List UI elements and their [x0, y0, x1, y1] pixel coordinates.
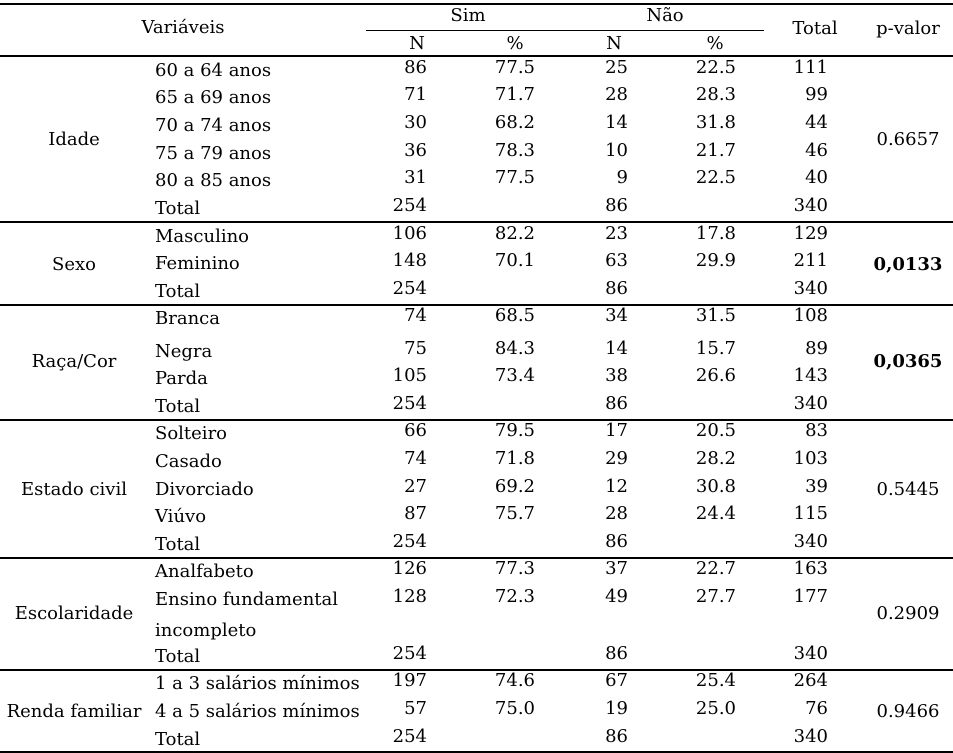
- cell-nao-n: 10: [605, 140, 628, 161]
- header-pvalue: p-valor: [876, 18, 940, 39]
- cell-nao-n: 49: [605, 586, 628, 607]
- cell-nao-pct: 27.7: [695, 586, 736, 607]
- cell-nao-pct: 29.9: [695, 250, 736, 271]
- cell-total: 46: [805, 140, 828, 161]
- cell-nao-n: 23: [605, 223, 628, 244]
- row-label: Feminino: [155, 253, 240, 274]
- group-label: Idade: [48, 129, 100, 150]
- cell-sim-n: 126: [392, 558, 427, 579]
- cell-sim-pct: 75.7: [494, 503, 535, 524]
- cell-sim-pct: 71.7: [494, 84, 535, 105]
- row-label: Total: [155, 534, 201, 555]
- cell-total: 340: [793, 393, 828, 414]
- group-pvalue: 0.6657: [876, 129, 940, 150]
- cell-nao-pct: 22.7: [695, 558, 736, 579]
- cell-total: 129: [793, 223, 828, 244]
- cell-total: 83: [805, 420, 828, 441]
- cell-nao-n: 86: [605, 531, 628, 552]
- cell-nao-n: 34: [605, 305, 628, 326]
- cell-sim-n: 254: [392, 278, 427, 299]
- cell-total: 89: [805, 338, 828, 359]
- cell-nao-n: 28: [605, 503, 628, 524]
- cell-sim-n: 106: [392, 223, 427, 244]
- cell-total: 115: [793, 503, 828, 524]
- row-label: Total: [155, 281, 201, 302]
- cell-sim-pct: 72.3: [494, 586, 535, 607]
- cell-sim-n: 57: [404, 698, 427, 719]
- cell-nao-pct: 22.5: [695, 167, 736, 188]
- group-pvalue: 0.9466: [876, 701, 940, 722]
- cell-nao-pct: 26.6: [695, 365, 736, 386]
- cell-sim-n: 254: [392, 531, 427, 552]
- cell-sim-n: 31: [404, 167, 427, 188]
- cell-sim-n: 86: [404, 57, 427, 78]
- header-sim: Sim: [450, 5, 486, 26]
- cell-total: 99: [805, 84, 828, 105]
- cell-sim-pct: 70.1: [494, 250, 535, 271]
- cell-total: 340: [793, 531, 828, 552]
- header-nao-pct: %: [706, 33, 724, 54]
- cell-sim-n: 197: [392, 670, 427, 691]
- group-label: Estado civil: [21, 479, 127, 500]
- cell-sim-pct: 68.5: [494, 305, 535, 326]
- cell-nao-pct: 15.7: [695, 338, 736, 359]
- cell-sim-pct: 78.3: [494, 140, 535, 161]
- cell-nao-pct: 25.4: [695, 670, 736, 691]
- cell-sim-pct: 71.8: [494, 448, 535, 469]
- cell-total: 264: [793, 670, 828, 691]
- cell-nao-pct: 17.8: [695, 223, 736, 244]
- cell-nao-n: 14: [605, 338, 628, 359]
- row-label: 65 a 69 anos: [155, 87, 272, 108]
- row-label: 60 a 64 anos: [155, 60, 272, 81]
- row-label: Total: [155, 646, 201, 667]
- cell-sim-pct: 68.2: [494, 112, 535, 133]
- row-label: 4 a 5 salários mínimos: [155, 701, 360, 722]
- cell-sim-n: 66: [404, 420, 427, 441]
- cell-total: 340: [793, 643, 828, 664]
- cell-nao-pct: 20.5: [695, 420, 736, 441]
- row-label: 70 a 74 anos: [155, 115, 272, 136]
- cell-total: 211: [793, 250, 828, 271]
- cell-nao-n: 86: [605, 643, 628, 664]
- row-label: Ensino fundamental: [155, 589, 339, 610]
- row-label: Total: [155, 729, 201, 750]
- header-nao: Não: [646, 5, 684, 26]
- cell-total: 40: [805, 167, 828, 188]
- header-nao-n: N: [606, 33, 622, 54]
- cell-sim-pct: 74.6: [494, 670, 535, 691]
- row-label: Analfabeto: [155, 561, 254, 582]
- cell-nao-n: 19: [605, 698, 628, 719]
- row-label-continued: incompleto: [155, 620, 257, 641]
- cell-nao-n: 9: [616, 167, 628, 188]
- cell-nao-n: 17: [605, 420, 628, 441]
- cell-sim-n: 36: [404, 140, 427, 161]
- group-label: Raça/Cor: [31, 351, 117, 372]
- cell-nao-n: 14: [605, 112, 628, 133]
- cell-nao-pct: 30.8: [695, 476, 736, 497]
- cell-total: 340: [793, 195, 828, 216]
- header-variables: Variáveis: [141, 17, 225, 38]
- cell-sim-n: 105: [392, 365, 427, 386]
- row-label: 80 a 85 anos: [155, 170, 272, 191]
- cell-sim-n: 254: [392, 195, 427, 216]
- cell-nao-pct: 21.7: [695, 140, 736, 161]
- cell-total: 108: [793, 305, 828, 326]
- row-label: Divorciado: [155, 479, 254, 500]
- header-sim-n: N: [409, 33, 425, 54]
- cell-nao-n: 86: [605, 195, 628, 216]
- cell-sim-n: 128: [392, 586, 427, 607]
- cell-sim-pct: 77.3: [494, 558, 535, 579]
- cell-nao-n: 28: [605, 84, 628, 105]
- cell-sim-n: 74: [404, 448, 427, 469]
- cell-total: 44: [805, 112, 828, 133]
- group-label: Renda familiar: [6, 701, 142, 722]
- cell-nao-n: 67: [605, 670, 628, 691]
- cell-sim-n: 254: [392, 643, 427, 664]
- cell-nao-n: 86: [605, 393, 628, 414]
- cell-sim-n: 75: [404, 338, 427, 359]
- cell-total: 340: [793, 726, 828, 747]
- cell-total: 163: [793, 558, 828, 579]
- cell-sim-pct: 77.5: [494, 57, 535, 78]
- top-rule: [0, 3, 953, 5]
- row-label: Viúvo: [155, 506, 207, 527]
- cell-sim-n: 254: [392, 726, 427, 747]
- cell-sim-pct: 84.3: [494, 338, 535, 359]
- row-label: Casado: [155, 451, 222, 472]
- row-label: Solteiro: [155, 423, 228, 444]
- cell-total: 103: [793, 448, 828, 469]
- header-subrule: [366, 30, 764, 31]
- cell-nao-n: 25: [605, 57, 628, 78]
- row-label: 75 a 79 anos: [155, 143, 272, 164]
- cell-sim-n: 30: [404, 112, 427, 133]
- cell-total: 111: [793, 57, 828, 78]
- group-pvalue: 0.5445: [876, 479, 940, 500]
- cell-nao-n: 86: [605, 726, 628, 747]
- cell-sim-n: 27: [404, 476, 427, 497]
- row-label: Total: [155, 198, 201, 219]
- group-pvalue: 0.2909: [876, 603, 940, 624]
- header-sim-pct: %: [506, 33, 524, 54]
- cell-nao-n: 86: [605, 278, 628, 299]
- row-label: Total: [155, 396, 201, 417]
- cell-nao-pct: 28.3: [695, 84, 736, 105]
- cell-nao-pct: 31.5: [695, 305, 736, 326]
- cell-sim-n: 148: [392, 250, 427, 271]
- row-label: Branca: [155, 308, 220, 329]
- cell-nao-n: 12: [605, 476, 628, 497]
- row-label: 1 a 3 salários mínimos: [155, 673, 360, 694]
- cell-total: 76: [805, 698, 828, 719]
- cell-sim-pct: 75.0: [494, 698, 535, 719]
- cell-total: 177: [793, 586, 828, 607]
- group-pvalue: 0,0365: [873, 351, 943, 372]
- cell-nao-pct: 24.4: [695, 503, 736, 524]
- cell-sim-pct: 82.2: [494, 223, 535, 244]
- cell-nao-n: 63: [605, 250, 628, 271]
- cell-sim-pct: 69.2: [494, 476, 535, 497]
- cell-nao-pct: 22.5: [695, 57, 736, 78]
- cell-sim-n: 71: [404, 84, 427, 105]
- group-pvalue: 0,0133: [873, 254, 943, 275]
- row-label: Parda: [155, 368, 208, 389]
- cell-nao-pct: 31.8: [695, 112, 736, 133]
- cell-sim-pct: 79.5: [494, 420, 535, 441]
- cell-nao-pct: 25.0: [695, 698, 736, 719]
- cell-sim-n: 254: [392, 393, 427, 414]
- row-label: Negra: [155, 341, 213, 362]
- cell-nao-n: 38: [605, 365, 628, 386]
- cell-sim-pct: 73.4: [494, 365, 535, 386]
- row-label: Masculino: [155, 226, 250, 247]
- cell-total: 340: [793, 278, 828, 299]
- cell-total: 39: [805, 476, 828, 497]
- header-total: Total: [792, 18, 838, 39]
- cell-total: 143: [793, 365, 828, 386]
- cell-sim-pct: 77.5: [494, 167, 535, 188]
- group-label: Escolaridade: [14, 603, 134, 624]
- cell-sim-n: 74: [404, 305, 427, 326]
- cell-nao-n: 29: [605, 448, 628, 469]
- group-label: Sexo: [52, 254, 96, 275]
- cell-sim-n: 87: [404, 503, 427, 524]
- cell-nao-pct: 28.2: [695, 448, 736, 469]
- cell-nao-n: 37: [605, 558, 628, 579]
